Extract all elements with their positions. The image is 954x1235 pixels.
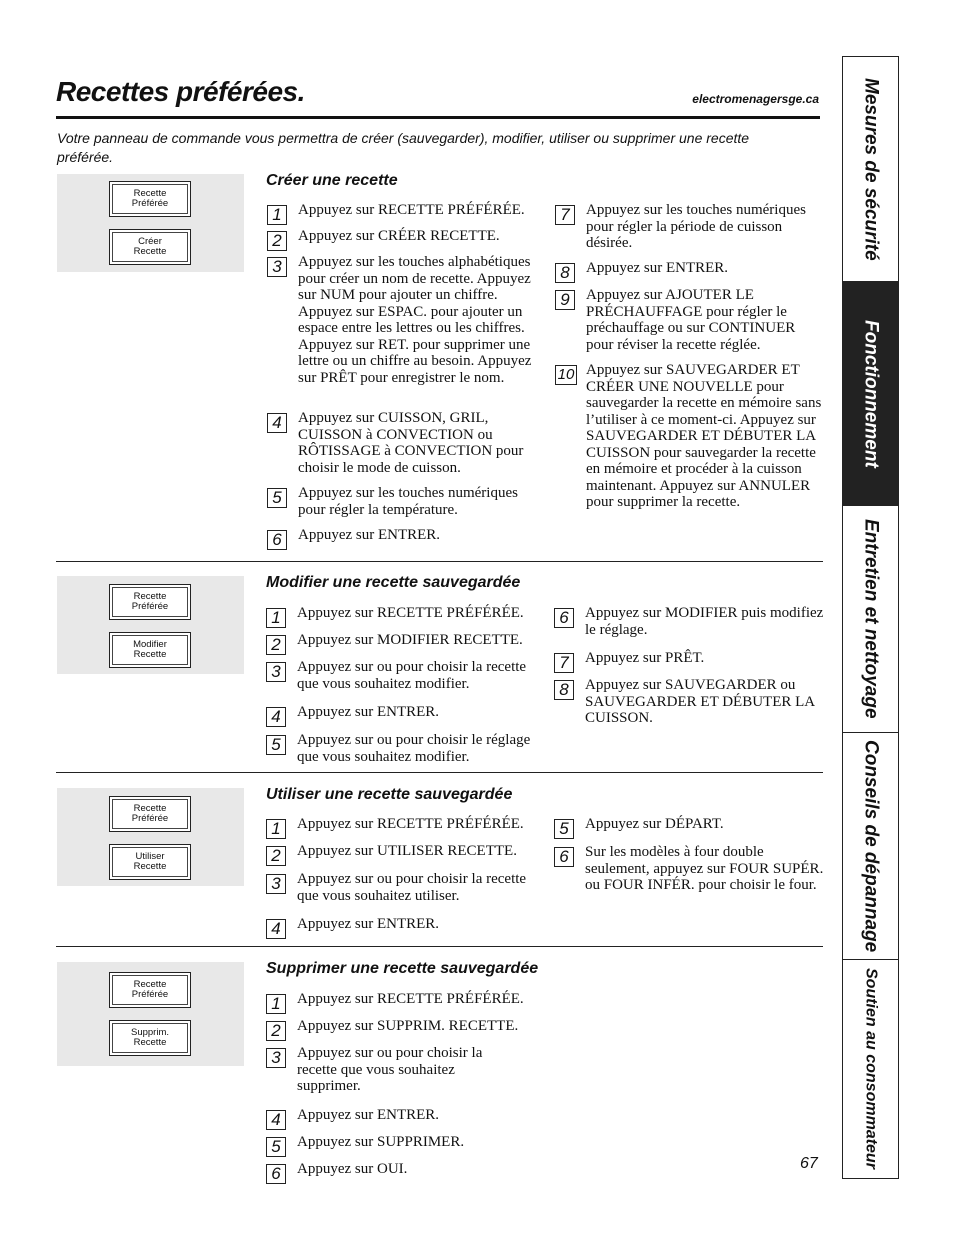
tab-label: Soutien au consommateur [862,968,880,1169]
section-divider [56,946,823,947]
section-title-supprimer: Supprimer une recette sauvegardée [266,960,539,977]
step-number: 4 [266,1110,286,1130]
step-text: Appuyez sur SAUVEGARDER ET CRÉER UNE NOUVELLE pour sauvegarder la recette en mémoire sans l’utiliser à ce moment-ci. Appuyez sur SAUVEGARDER ET DÉBUTER LA CUISSON pour sauvegarder la recette en mémoire et procéder à la cuisson maintenant. Appuyez sur ANNULER pour supprimer la recette. [586,362,822,510]
step-text: Appuyez sur PRÊT. [585,650,705,666]
keys-panel-modifier [57,576,244,674]
step-text: Appuyez sur CUISSON, GRIL, CUISSON à CONVECTION ou RÔTISSAGE à CONVECTION pour choisir le mode de cuisson. [298,410,524,476]
key-label-line: Modifier [133,639,167,650]
step-text: Appuyez sur AJOUTER LE PRÉCHAUFFAGE pour régler le préchauffage ou sur CONTINUER pour réviser la recette réglée. [586,287,796,353]
step-text: Appuyez sur ENTRER. [298,527,441,543]
step-number: 4 [266,707,286,727]
page-number: 67 [800,1155,818,1172]
key-label-line: Recette [133,979,167,990]
step-text: Appuyez sur les touches numériques pour régler la température. [298,485,518,518]
key-label-line: Recette [133,861,167,872]
step-text: Appuyez sur les touches alphabétiques pour créer un nom de recette. Appuyez sur NUM pour ajouter un chiffre. Appuyez sur ESPAC. pour ajouter un espace entre les lettres ou les chiffres. Appuyez sur RET. pour supprimer une lettre ou un chiffre au besoin. Appuyez sur PRÊT pour enregistrer le nom. [298,254,532,386]
step-number: 6 [554,847,574,867]
step-text: Appuyez sur RECETTE PRÉFÉRÉE. [297,605,524,621]
tab-conseils-de-depannage[interactable] [843,733,898,960]
step-text: Appuyez sur DÉPART. [585,816,724,832]
key-recette-preferee [109,181,191,217]
step-text: Appuyez sur UTILISER RECETTE. [297,843,517,859]
step-text: Appuyez sur CRÉER RECETTE. [298,228,500,244]
step-text: Appuyez sur ou pour choisir la recette que vous souhaitez modifier. [297,659,527,692]
step-text: Appuyez sur RECETTE PRÉFÉRÉE. [297,991,524,1007]
key-utiliser-recette [109,844,191,880]
step-number: 1 [267,205,287,225]
step-number: 5 [554,819,574,839]
key-modifier-recette [109,632,191,668]
key-label-line: Préférée [131,989,169,1000]
step-number: 5 [266,1137,286,1157]
step-number: 3 [267,257,287,277]
key-recette-preferee [109,972,191,1008]
tab-soutien-au-consommateur[interactable] [843,960,898,1177]
step-number: 6 [267,530,287,550]
step-number: 2 [266,635,286,655]
section-title-utiliser: Utiliser une recette sauvegardée [266,786,513,803]
step-text: Appuyez sur ENTRER. [297,704,440,720]
key-label-line: Créer [138,236,162,247]
step-number: 2 [267,231,287,251]
step-text: Appuyez sur MODIFIER puis modifiez le réglage. [585,605,824,638]
key-label-line: Préférée [131,198,169,209]
step-number: 6 [554,608,574,628]
step-text: Appuyez sur ou pour choisir la recette que vous souhaitez supprimer. [297,1045,483,1094]
key-label-line: Supprim. [130,1027,169,1038]
step-number: 8 [554,680,574,700]
step-number: 4 [267,413,287,433]
section-divider [56,561,823,562]
step-text: Appuyez sur RECETTE PRÉFÉRÉE. [298,202,525,218]
keys-panel-supprimer [57,962,244,1066]
step-number: 1 [266,608,286,628]
step-text: Sur les modèles à four double seulement, appuyez sur FOUR SUPÉR. ou FOUR INFÉR. pour choisir le four. [585,844,824,893]
step-number: 5 [267,488,287,508]
step-text: Appuyez sur les touches numériques pour régler la période de cuisson désirée. [586,202,806,251]
step-number: 3 [266,662,286,682]
step-text: Appuyez sur SUPPRIMER. [297,1134,465,1150]
key-label-line: Recette [133,591,167,602]
key-label-line: Recette [133,803,167,814]
tab-label: Conseils de dépannage [860,739,882,953]
step-number: 6 [266,1164,286,1184]
key-label-line: Recette [133,188,167,199]
step-number: 2 [266,846,286,866]
tab-label: Fonctionnement [860,319,882,468]
key-recette-preferee [109,796,191,832]
step-number: 4 [266,919,286,939]
tab-label: Entretien et nettoyage [860,519,882,719]
keys-panel-utiliser [57,788,244,886]
section-title-modifier: Modifier une recette sauvegardée [266,574,521,591]
key-label-line: Recette [133,1037,167,1048]
section-divider [56,772,823,773]
key-label-line: Recette [133,649,167,660]
step-text: Appuyez sur ENTRER. [297,916,440,932]
section-title-creer: Créer une recette [266,172,398,189]
step-number: 8 [555,263,575,283]
key-recette-preferee [109,584,191,620]
key-label-line: Utiliser [135,851,165,862]
step-number: 7 [554,653,574,673]
keys-panel-creer [57,174,244,272]
step-number: 7 [555,205,575,225]
tab-fonctionnement[interactable] [843,282,898,506]
step-text: Appuyez sur RECETTE PRÉFÉRÉE. [297,816,524,832]
step-number: 3 [266,1048,286,1068]
step-text: Appuyez sur SAUVEGARDER ou SAUVEGARDER ET DÉBUTER LA CUISSON. [585,677,815,726]
website-url: electromenagersge.ca [692,92,819,106]
step-text: Appuyez sur ENTRER. [586,260,729,276]
title-rule [56,116,820,119]
step-text: Appuyez sur ou pour choisir la recette que vous souhaitez utiliser. [297,871,527,904]
step-text: Appuyez sur MODIFIER RECETTE. [297,632,523,648]
step-number: 10 [555,365,577,385]
step-number: 9 [555,290,575,310]
page-title: Recettes préférées. [56,76,305,107]
step-number: 3 [266,874,286,894]
key-label-line: Préférée [131,601,169,612]
key-creer-recette [109,229,191,265]
intro-text: Votre panneau de commande vous permettra de créer (sauvegarder), modifier, utiliser ou supprimer une recette préférée. [57,130,750,165]
key-label-line: Recette [133,246,167,257]
tab-mesures-de-securite[interactable] [843,57,898,282]
side-tab-strip [842,56,899,1179]
step-number: 2 [266,1021,286,1041]
tab-label: Mesures de sécurité [860,77,882,261]
tab-entretien-et-nettoyage[interactable] [843,506,898,733]
step-text: Appuyez sur ENTRER. [297,1107,440,1123]
step-number: 1 [266,819,286,839]
step-text: Appuyez sur ou pour choisir le réglage que vous souhaitez modifier. [297,732,531,765]
step-number: 1 [266,994,286,1014]
step-text: Appuyez sur SUPPRIM. RECETTE. [297,1018,519,1034]
step-number: 5 [266,735,286,755]
key-label-line: Préférée [131,813,169,824]
key-supprim-recette [109,1020,191,1056]
step-text: Appuyez sur OUI. [297,1161,408,1177]
